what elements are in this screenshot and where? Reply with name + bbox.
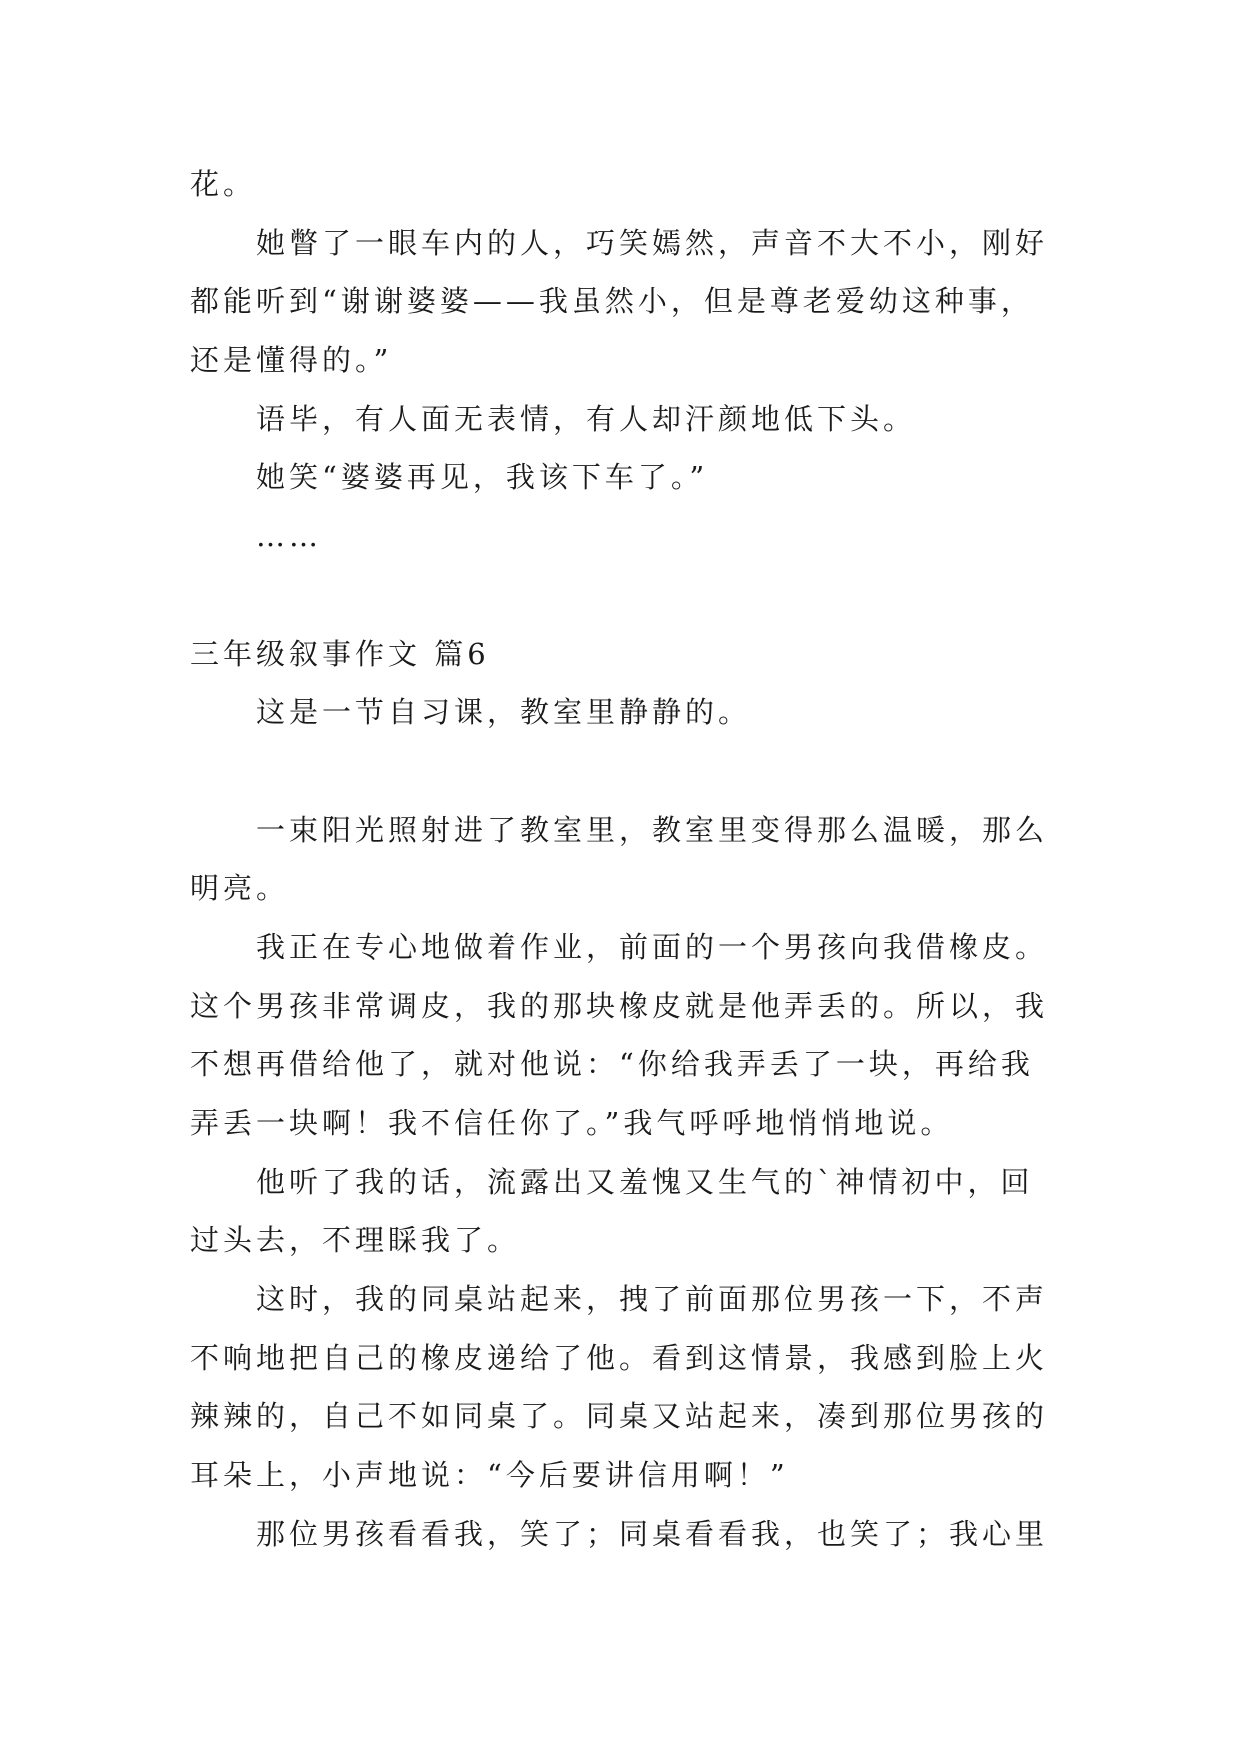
paragraph-line: 一束阳光照射进了教室里，教室里变得那么温暖，那么 [256,812,1049,847]
paragraph-line: 明亮。 [190,871,290,906]
blank-line [190,742,1070,801]
paragraph-line: 耳朵上，小声地说：“今后要讲信用啊！” [190,1458,789,1493]
paragraph-line: 辣辣的，自己不如同桌了。同桌又站起来，凑到那位男孩的 [190,1399,1049,1434]
paragraph-line: 花。 [190,167,257,201]
paragraph-line: 还是懂得的。” [190,343,393,378]
paragraph-line: 那位男孩看看我，笑了；同桌看看我，也笑了；我心里 [256,1516,1049,1551]
document-body [190,155,1070,1564]
paragraph-line: 这是一节自习课，教室里静静的。 [256,695,752,730]
paragraph-line: 她笑“婆婆再见，我该下车了。” [256,460,709,495]
section-heading: 三年级叙事作文 篇6 [190,636,490,671]
paragraph-line: 这个男孩非常调皮，我的那块橡皮就是他弄丢的。所以，我 [190,988,1049,1023]
paragraph-line: 她瞥了一眼车内的人，巧笑嫣然，声音不大不小，刚好 [256,225,1049,260]
paragraph-line: 他听了我的话，流露出又羞愧又生气的`神情初中，回 [256,1164,1034,1199]
paragraph-line: 这时，我的同桌站起来，拽了前面那位男孩一下，不声 [256,1282,1049,1317]
paragraph-line: 弄丢一块啊！我不信任你了。”我气呼呼地悄悄地说。 [190,1106,954,1140]
paragraph-line: 我正在专心地做着作业，前面的一个男孩向我借橡皮。 [256,929,1049,964]
paragraph-line: 过头去，不理睬我了。 [190,1223,521,1258]
blank-line [190,566,1070,625]
paragraph-line: 不想再借给他了，就对他说：“你给我弄丢了一块，再给我 [190,1047,1034,1082]
paragraph-line: 不响地把自己的橡皮递给了他。看到这情景，我感到脸上火 [190,1340,1049,1375]
paragraph-line: 都能听到“谢谢婆婆——我虽然小，但是尊老爱幼这种事， [190,284,1034,319]
paragraph-line: 语毕，有人面无表情，有人却汗颜地低下头。 [256,401,917,436]
ellipsis-line: …… [256,519,322,554]
